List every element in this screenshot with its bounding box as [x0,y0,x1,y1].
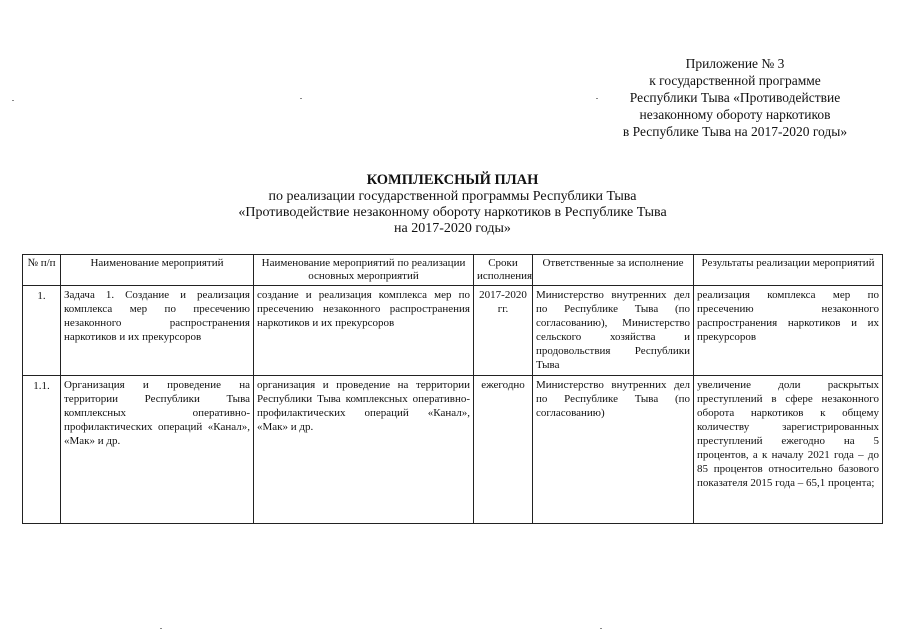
cell-result: реализация комплекса мер по пресечению незаконного распространения наркотиков и их прекурсоров [694,286,883,376]
scan-speck [596,98,598,99]
header-num: № п/п [23,255,61,286]
table-row [23,286,883,376]
appendix-line: незаконному обороту наркотиков [639,107,831,122]
title-line: на 2017-2020 годы» [394,221,511,236]
cell-name: Организация и проведение на территории Республики Тыва комплексных оперативно-профилактических операций «Канал», «Мак» и др. [61,376,254,524]
appendix-header [560,55,905,140]
table-header-row [23,255,883,286]
cell-resp: Министерство внутренних дел по Республике Тыва (по согласованию) [533,376,694,524]
header-sub: Наименование мероприятий по реализации основных мероприятий [254,255,474,286]
title-main: КОМПЛЕКСНЫЙ ПЛАН [366,172,539,188]
header-result: Результаты реализации мероприятий [694,255,883,286]
appendix-line: к государственной программе [649,73,821,88]
cell-result: увеличение доли раскрытых преступлений в сфере незаконного оборота наркотиков к общему количеству зарегистрированных преступлений ежегодно на 5 процентов, а к началу 2021 года – до 85 процентов относительно базового показателя 2015 года – 65,1 процента; [694,376,883,524]
title-line: по реализации государственной программы Республики Тыва [268,189,637,204]
cell-num: 1.1. [23,376,61,524]
header-term: Сроки исполнения [474,255,533,286]
scan-speck [160,628,162,629]
title-line: «Противодействие незаконному обороту наркотиков в Республике Тыва [238,205,667,220]
table-row [23,376,883,524]
header-name: Наименование мероприятий [61,255,254,286]
cell-name: Задача 1. Создание и реализация комплекса мер по пресечению незаконного распространения наркотиков и их прекурсоров [61,286,254,376]
document-title [120,172,785,237]
cell-num: 1. [23,286,61,376]
plan-table [22,254,883,524]
scan-speck [12,100,14,101]
scan-speck [600,628,602,629]
scan-speck [300,98,302,99]
cell-term: 2017-2020 гг. [474,286,533,376]
appendix-line: Приложение № 3 [685,56,785,71]
cell-term: ежегодно [474,376,533,524]
cell-sub: организация и проведение на территории Республики Тыва комплексных оперативно-профилактических операций «Канал», «Мак» и др. [254,376,474,524]
appendix-line: в Республике Тыва на 2017-2020 годы» [622,124,848,139]
appendix-line: Республики Тыва «Противодействие [629,90,841,105]
cell-resp: Министерство внутренних дел по Республике Тыва (по согласованию), Министерство сельского хозяйства и продовольствия Республики Тыва [533,286,694,376]
header-resp: Ответственные за исполнение [533,255,694,286]
cell-sub: создание и реализация комплекса мер по пресечению незаконного распространения наркотиков и их прекурсоров [254,286,474,376]
